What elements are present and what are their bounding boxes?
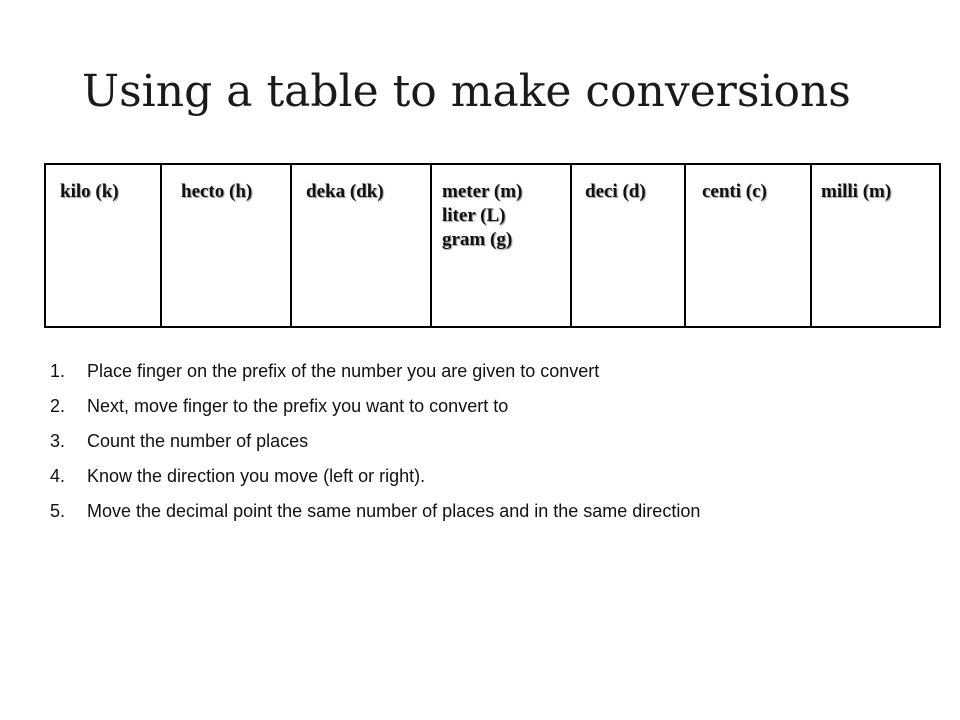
prefix-label-deci	[585, 180, 684, 204]
step-number: 4.	[50, 466, 66, 486]
slide-title: Using a table to make conversions	[82, 66, 851, 117]
prefix-cell-centi	[685, 164, 811, 327]
prefix-cell-kilo	[45, 164, 161, 327]
prefix-text: kilo (k)	[60, 181, 119, 202]
base-unit-labels	[442, 180, 570, 252]
step-text: Know the direction you move (left or right).	[87, 466, 426, 486]
base-unit-liter: liter (L)	[442, 205, 506, 226]
metric-prefix-table	[44, 163, 941, 328]
base-unit-meter: meter (m)	[442, 181, 523, 202]
prefix-text: deci (d)	[585, 181, 646, 202]
prefix-cell-hecto	[161, 164, 291, 327]
prefix-label-centi	[702, 180, 810, 204]
prefix-text: hecto (h)	[181, 181, 253, 202]
list-item	[50, 430, 850, 452]
step-number: 3.	[50, 431, 66, 451]
prefix-text: centi (c)	[702, 181, 767, 202]
prefix-label-milli	[821, 180, 939, 204]
prefix-label-hecto	[181, 180, 290, 204]
prefix-cell-deka	[291, 164, 431, 327]
prefix-label-deka	[306, 180, 430, 204]
step-text: Count the number of places	[87, 431, 309, 451]
step-number: 1.	[50, 361, 66, 381]
step-number: 5.	[50, 501, 66, 521]
list-item	[50, 395, 850, 417]
prefix-text: milli (m)	[821, 181, 892, 202]
prefix-cell-deci	[571, 164, 685, 327]
list-item	[50, 500, 850, 522]
conversion-steps-list	[50, 360, 850, 535]
prefix-row	[45, 164, 940, 327]
step-number: 2.	[50, 396, 66, 416]
prefix-cell-base-units	[431, 164, 571, 327]
list-item	[50, 360, 850, 382]
prefix-cell-milli	[811, 164, 940, 327]
prefix-label-kilo	[60, 180, 160, 204]
step-text: Move the decimal point the same number of places and in the same direction	[87, 501, 701, 521]
base-unit-gram: gram (g)	[442, 229, 513, 250]
list-item	[50, 465, 850, 487]
step-text: Next, move finger to the prefix you want to convert to	[87, 396, 509, 416]
prefix-text: deka (dk)	[306, 181, 384, 202]
step-text: Place finger on the prefix of the number you are given to convert	[87, 361, 600, 381]
